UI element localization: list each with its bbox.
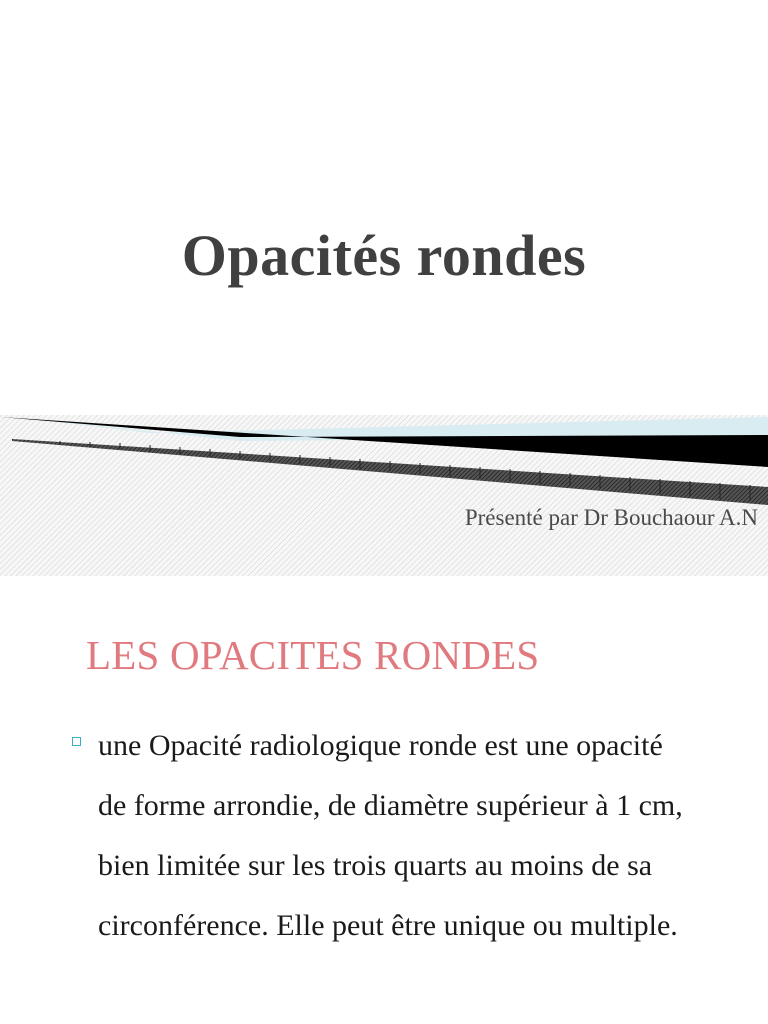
- content-slide: [0, 576, 768, 1024]
- slide-title: Opacités rondes: [181, 223, 587, 288]
- decorative-wedge: [0, 405, 768, 576]
- square-bullet-icon: [72, 737, 81, 746]
- list-item: [72, 716, 692, 956]
- slide-heading: LES OPACITES RONDES: [86, 632, 540, 678]
- presenter-credit: Présenté par Dr Bouchaour A.N: [464, 505, 758, 530]
- bullet-text: une Opacité radiologique ronde est une opacité de forme arrondie, de diamètre supérieur à 1 cm, bien limitée sur les trois quarts au moins de sa circonférence. Elle peut être unique ou multiple.: [98, 729, 683, 942]
